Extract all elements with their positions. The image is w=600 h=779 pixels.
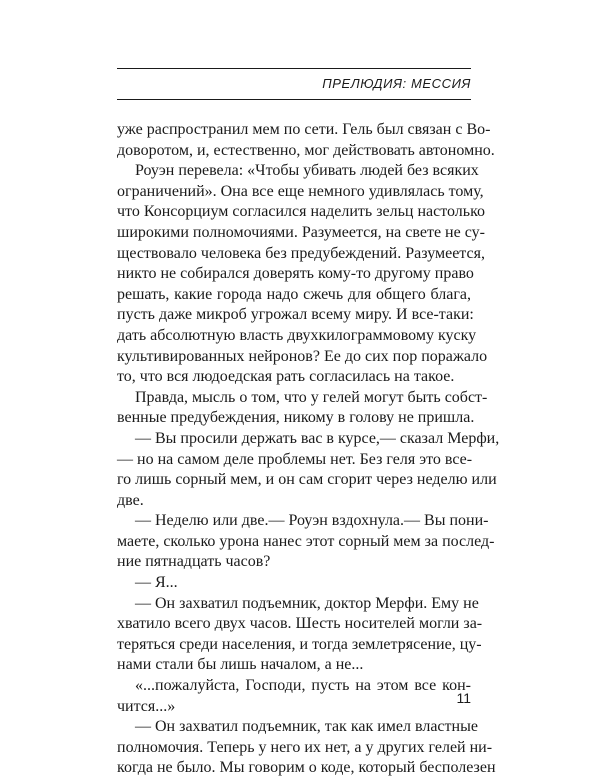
text-line: широкими полномочиями. Разумеется, на свете не су- [117,223,485,241]
text-line: — Он захватил подъемник, так как имел властные [135,718,478,736]
text-line: ограничений». Она все еще немного удивлялась тому, [117,182,484,200]
text-line: хватило всего двух часов. Шесть носителей могли за- [117,615,483,633]
text-line: пусть даже микроб угрожал всему миру. И все-таки: [117,306,474,324]
text-line: нами стали бы лишь началом, а не... [117,656,364,674]
text-line: — Неделю или две.— Роуэн вздохнула.— Вы пони- [135,512,489,530]
text-line: «...пожалуйста, Господи, пусть на этом все кон- [135,677,471,695]
text-line: две. [117,491,144,509]
text-line: ществовало человека без предубеждений. Разумеется, [117,244,485,262]
text-line: то, что вся людоедская рать согласилась на такое. [117,368,455,386]
running-title: ПРЕЛЮДИЯ: МЕССИЯ [322,76,471,91]
text-line: — Вы просили держать вас в курсе,— сказал Мерфи, [135,429,500,447]
header-rule-bottom [117,99,471,100]
text-line: решать, какие города надо сжечь для общего блага, [117,285,471,303]
text-line: доворотом, и, естественно, мог действовать автономно. [117,141,495,159]
text-line: теряться среди населения, и тогда землетрясение, цу- [117,635,482,653]
text-line: чится...» [117,697,176,715]
text-line: дать абсолютную власть двухкилограммовому куску [117,326,477,344]
text-line: Правда, мысль о том, что у гелей могут быть собст- [135,388,488,406]
header-rule-top [117,68,471,69]
page-number: 11 [456,690,471,706]
text-line: венные предубеждения, никому в голову не пришла. [117,409,475,427]
body-text [117,120,500,779]
text-line: — Я... [135,574,178,592]
text-line: никто не собирался доверять кому-то другому право [117,265,474,283]
text-line: — Он захватил подъемник, доктор Мерфи. Ему не [135,594,479,612]
text-line: культивированных нейронов? Ее до сих пор поражало [117,347,488,365]
text-line: — но на самом деле проблемы нет. Без геля это все- [117,450,473,468]
text-line: когда не было. Мы говорим о коде, который бесполезен [117,759,496,777]
text-line: что Консорциум согласился наделить зельц настолько [117,203,486,221]
text-line: маете, сколько урона нанес этот сорный мем за послед- [117,532,495,550]
running-head [117,68,471,104]
text-line: го лишь сорный мем, и он сам сгорит через неделю или [117,471,497,489]
text-line: Роуэн перевела: «Чтобы убивать людей без всяких [135,162,479,180]
text-line: полномочия. Теперь у него их нет, а у других гелей ни- [117,738,493,756]
text-line: ние пятнадцать часов? [117,553,271,571]
text-line: уже распространил мем по сети. Гель был связан с Во- [117,121,491,138]
